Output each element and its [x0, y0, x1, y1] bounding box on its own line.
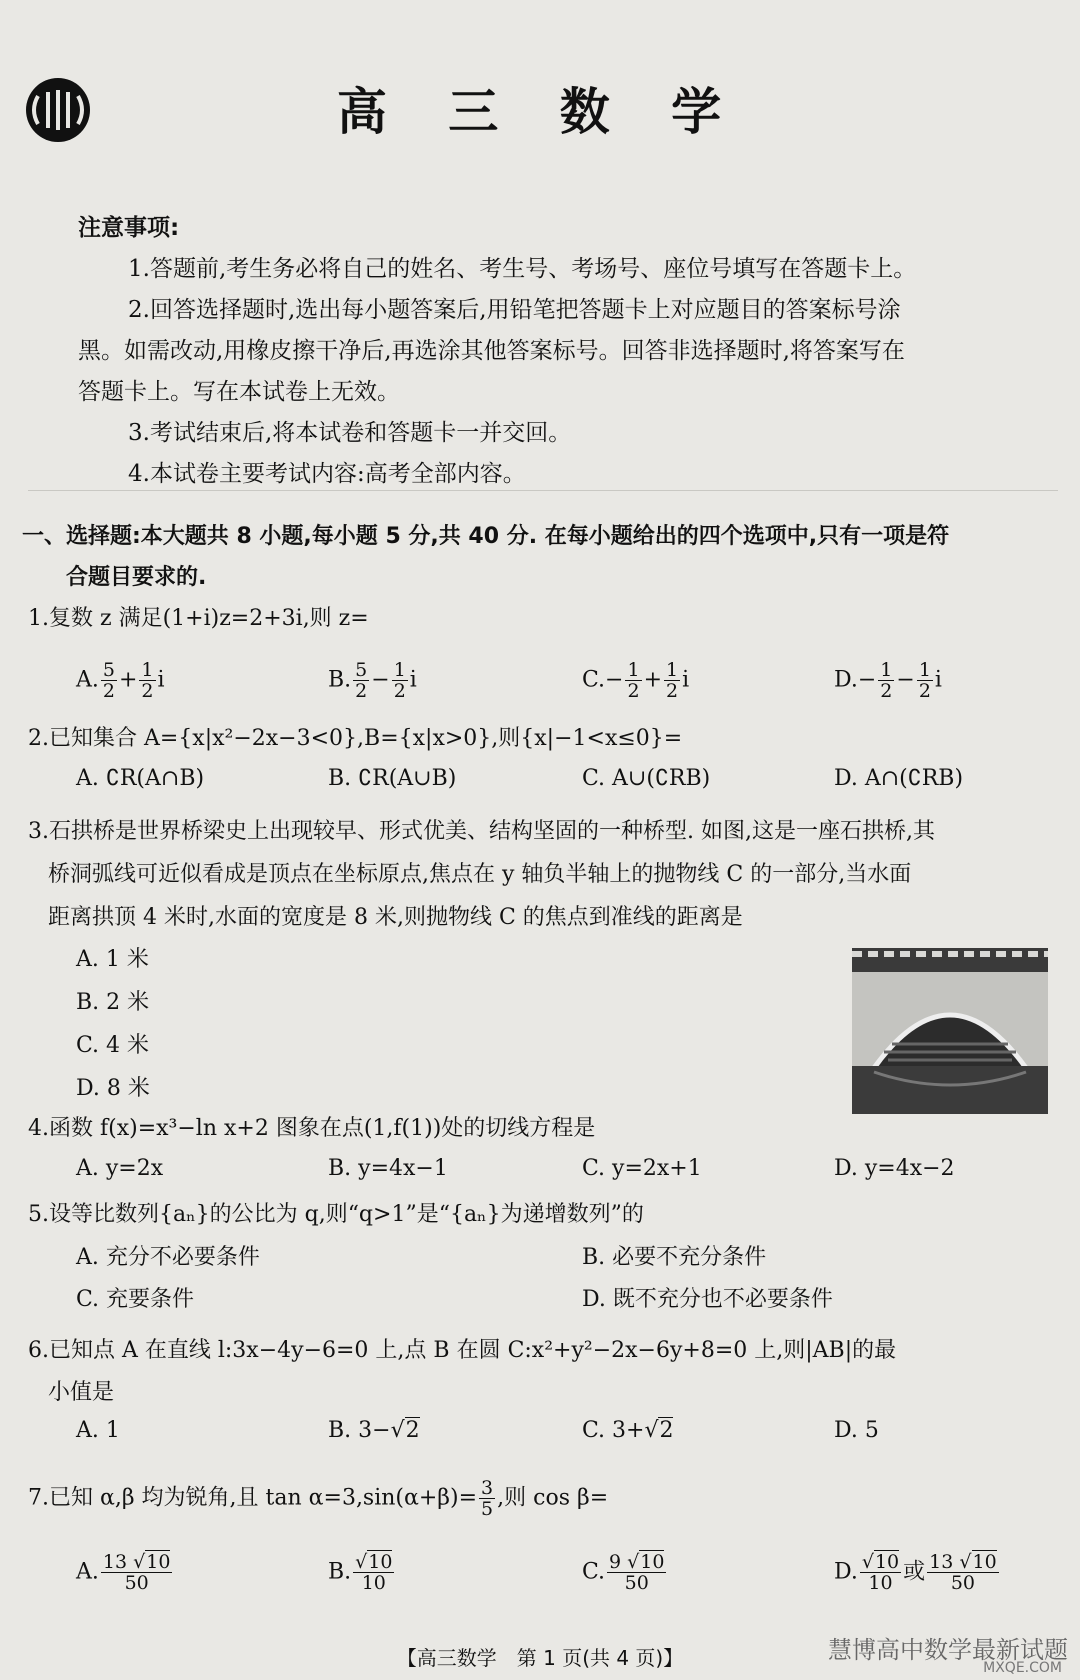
notice-item: 2.回答选择题时,选出每小题答案后,用铅笔把答题卡上对应题目的答案标号涂	[128, 297, 901, 323]
question-4-stem: 4.函数 f(x)=x³−ln x+2 图象在点(1,f(1))处的切线方程是	[28, 1116, 596, 1141]
option-d: D. 8 米	[76, 1076, 150, 1101]
section-heading-line: 一、选择题:本大题共 8 小题,每小题 5 分,共 40 分. 在每小题给出的四个选项中,只有一项是符	[22, 524, 950, 549]
question-6-stem	[28, 1330, 1058, 1414]
option-a: A. 充分不必要条件	[76, 1245, 260, 1270]
option-a: A. 1	[76, 1418, 120, 1443]
option-d: D. $\frac{√10}{10}$ 或 $\frac{13 √10}{50}$	[834, 1551, 997, 1594]
question-5-options-row2	[76, 1282, 1066, 1322]
watermark-text: 慧博高中数学最新试题	[828, 1636, 1068, 1664]
notice-heading: 注意事项:	[78, 215, 180, 241]
stone-bridge-photo	[852, 948, 1048, 1114]
notice-item: 黑。如需改动,用橡皮擦干净后,再选涂其他答案标号。回答非选择题时,将答案写在	[78, 338, 905, 364]
watermark-site: MXQE.COM	[983, 1660, 1062, 1676]
option-a: A. y=2x	[76, 1156, 164, 1181]
option-b: B. $\frac{√10}{10}$	[328, 1551, 393, 1594]
section-heading	[22, 516, 1052, 598]
option-c: C.− $\frac{1}{2}$ + $\frac{1}{2}$ i	[582, 659, 690, 702]
question-5-options-row1	[76, 1240, 1066, 1280]
notice-item: 答题卡上。写在本试卷上无效。	[78, 379, 400, 405]
question-6-line: 小值是	[48, 1380, 115, 1405]
option-a: A. $\frac{5}{2}$ + $\frac{1}{2}$ i	[76, 659, 165, 702]
question-6-options	[76, 1418, 1066, 1458]
question-2-stem: 2.已知集合 A={x|x²−2x−3<0},B={x|x>0},则{x|−1<x≤0}=	[28, 726, 683, 751]
section-heading-line: 合题目要求的.	[66, 565, 207, 590]
option-a: A. $\frac{13 √10}{50}$	[76, 1551, 171, 1594]
option-d: D. y=4x−2	[834, 1156, 955, 1181]
question-3-line: 3.石拱桥是世界桥梁史上出现较早、形式优美、结构坚固的一种桥型. 如图,这是一座石拱桥,其	[28, 819, 935, 844]
question-5-stem: 5.设等比数列{aₙ}的公比为 q,则“q>1”是“{aₙ}为递增数列”的	[28, 1202, 644, 1227]
option-b: B. $\frac{5}{2}$ − $\frac{1}{2}$ i	[328, 659, 417, 702]
notice-item: 4.本试卷主要考试内容:高考全部内容。	[128, 461, 526, 487]
question-7-stem: 7.已知 α,β 均为锐角,且 tan α=3,sin(α+β)= $\frac{3}{5}$ ,则 cos β=	[28, 1477, 609, 1520]
option-b: B. 必要不充分条件	[582, 1245, 767, 1270]
question-3-line: 桥洞弧线可近似看成是顶点在坐标原点,焦点在 y 轴负半轴上的抛物线 C 的一部分,当水面	[48, 862, 912, 887]
page-title: 高 三 数 学	[336, 83, 744, 141]
option-b: B. 3−√2	[328, 1418, 420, 1443]
option-c: C. A∪(∁RB)	[582, 766, 711, 791]
question-3-stem	[28, 810, 1058, 939]
option-c: C. $\frac{9 √10}{50}$	[582, 1551, 665, 1594]
option-c: C. y=2x+1	[582, 1156, 702, 1181]
option-b: B. y=4x−1	[328, 1156, 448, 1181]
option-b: B. ∁R(A∪B)	[328, 766, 457, 791]
question-3-options	[76, 938, 376, 1110]
question-3-line: 距离拱顶 4 米时,水面的宽度是 8 米,则抛物线 C 的焦点到准线的距离是	[48, 905, 743, 930]
option-c: C. 3+√2	[582, 1418, 674, 1443]
option-a: A. ∁R(A∩B)	[76, 766, 205, 791]
question-7-options	[76, 1552, 1066, 1612]
question-1-stem: 1.复数 z 满足(1+i)z=2+3i,则 z=	[28, 606, 369, 631]
option-a: A. 1 米	[76, 947, 149, 972]
option-d: D.− $\frac{1}{2}$ − $\frac{1}{2}$ i	[834, 659, 942, 702]
option-d: D. 5	[834, 1418, 879, 1443]
notice-block	[78, 208, 1008, 495]
notice-item: 3.考试结束后,将本试卷和答题卡一并交回。	[128, 420, 572, 446]
option-c: C. 4 米	[76, 1033, 150, 1058]
option-d: D. 既不充分也不必要条件	[582, 1287, 833, 1312]
notice-item: 1.答题前,考生务必将自己的姓名、考生号、考场号、座位号填写在答题卡上。	[128, 256, 917, 282]
question-4-options	[76, 1156, 1066, 1196]
question-1-options	[76, 660, 1066, 700]
question-6-line: 6.已知点 A 在直线 l:3x−4y−6=0 上,点 B 在圆 C:x²+y²−2x−6y+8=0 上,则|AB|的最	[28, 1338, 897, 1363]
option-b: B. 2 米	[76, 990, 150, 1015]
option-c: C. 充要条件	[76, 1287, 195, 1312]
option-d: D. A∩(∁RB)	[834, 766, 964, 791]
divider	[28, 490, 1058, 491]
question-2-options	[76, 766, 1066, 806]
page-footer: 【高三数学 第 1 页(共 4 页)】	[396, 1646, 684, 1670]
